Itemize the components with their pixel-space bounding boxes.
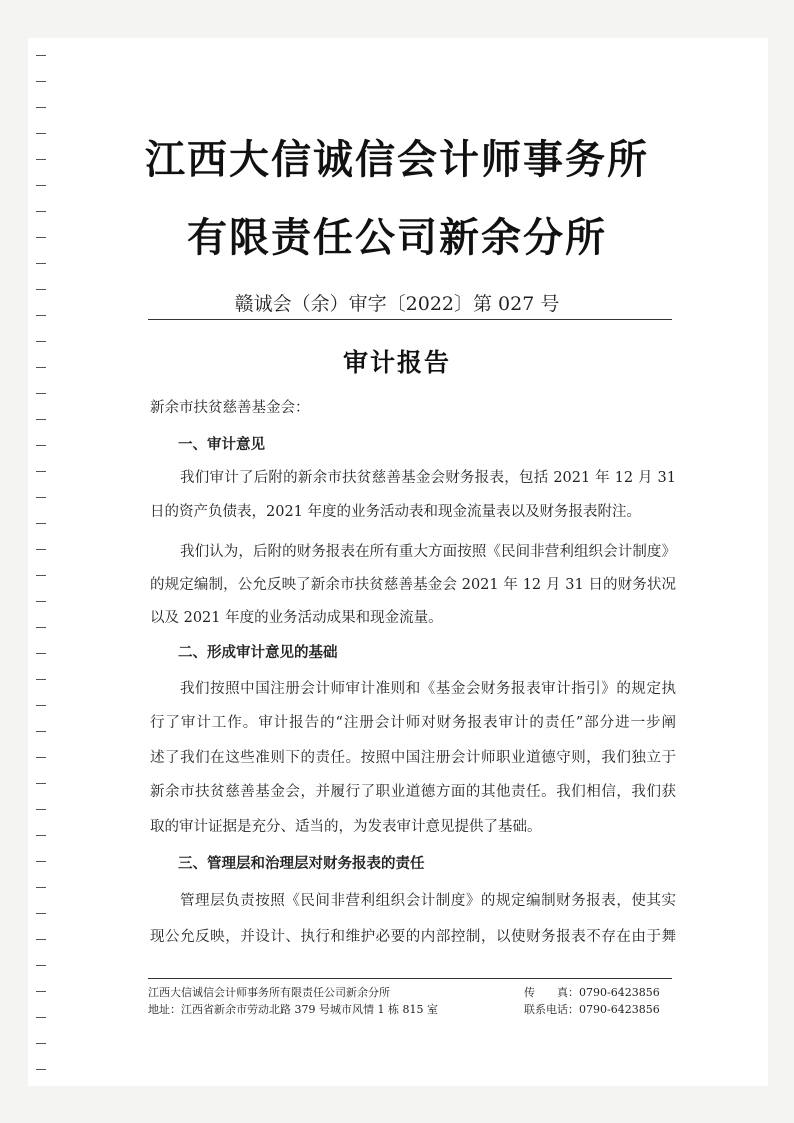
binding-tick	[36, 549, 46, 550]
binding-tick	[36, 965, 46, 966]
binding-tick	[36, 55, 46, 56]
binding-tick	[36, 185, 46, 186]
para-line: 新余市扶贫慈善基金会，并履行了职业道德方面的其他责任。我们相信，我们获	[150, 784, 676, 800]
binding-tick	[36, 1043, 46, 1044]
section-heading-1: 一、审计意见	[178, 437, 265, 453]
binding-tick	[36, 1017, 46, 1018]
para-line: 日的资产负债表，2021 年度的业务活动表和现金流量表以及财务报表附注。	[150, 504, 642, 520]
binding-tick	[36, 263, 46, 264]
binding-tick	[36, 887, 46, 888]
section-heading-2: 二、形成审计意见的基础	[178, 645, 338, 661]
binding-tick	[36, 731, 46, 732]
binding-tick	[36, 1069, 46, 1070]
footer-fax: 传 真：0790-6423856	[524, 986, 660, 999]
binding-tick	[36, 419, 46, 420]
addressee: 新余市扶贫慈善基金会：	[150, 400, 310, 416]
binding-tick	[36, 107, 46, 108]
footer-address: 地址：江西省新余市劳动北路 379 号城市风情 1 栋 815 室	[148, 1003, 438, 1016]
footer-phone: 联系电话：0790-6423856	[524, 1003, 660, 1016]
binding-tick	[36, 835, 46, 836]
binding-tick	[36, 575, 46, 576]
firm-title-line2: 有限责任公司新余分所	[187, 215, 607, 261]
binding-tick	[36, 393, 46, 394]
para-line: 我们认为，后附的财务报表在所有重大方面按照《民间非营利组织会计制度》	[180, 544, 676, 560]
binding-tick	[36, 757, 46, 758]
binding-tick	[36, 471, 46, 472]
binding-tick	[36, 497, 46, 498]
para-line: 管理层负责按照《民间非营利组织会计制度》的规定编制财务报表，使其实	[180, 893, 676, 909]
document-number: 赣诚会（余）审字〔2022〕第 027 号	[234, 293, 560, 315]
binding-tick	[36, 705, 46, 706]
section-heading-3: 三、管理层和治理层对财务报表的责任	[178, 856, 425, 872]
binding-tick	[36, 939, 46, 940]
para-line: 取的审计证据是充分、适当的，为发表审计意见提供了基础。	[150, 819, 542, 835]
binding-tick	[36, 913, 46, 914]
para-line: 述了我们在这些准则下的责任。按照中国注册会计师职业道德守则，我们独立于	[150, 750, 676, 766]
binding-tick	[36, 653, 46, 654]
footer-divider	[148, 978, 672, 979]
binding-tick	[36, 627, 46, 628]
binding-tick	[36, 341, 46, 342]
binding-tick	[36, 601, 46, 602]
footer-firm: 江西大信诚信会计师事务所有限责任公司新余分所	[148, 986, 390, 999]
binding-tick	[36, 679, 46, 680]
para-line: 我们按照中国注册会计师审计准则和《基金会财务报表审计指引》的规定执	[180, 681, 676, 697]
report-title: 审计报告	[342, 348, 451, 377]
para-line: 行了审计工作。审计报告的“注册会计师对财务报表审计的责任”部分进一步阐	[150, 715, 676, 731]
para-line: 现公允反映，并设计、执行和维护必要的内部控制，以使财务报表不存在由于舞	[150, 929, 676, 945]
binding-tick	[36, 523, 46, 524]
binding-tick	[36, 783, 46, 784]
binding-tick	[36, 809, 46, 810]
binding-tick	[36, 991, 46, 992]
header-divider	[148, 319, 672, 320]
para-line: 的规定编制，公允反映了新余市扶贫慈善基金会 2021 年 12 月 31 日的财务状况	[150, 577, 676, 593]
firm-title-line1: 江西大信诚信会计师事务所	[145, 137, 649, 183]
para-line: 以及 2021 年度的业务活动成果和现金流量。	[150, 610, 443, 626]
binding-tick	[36, 81, 46, 82]
para-line: 我们审计了后附的新余市扶贫慈善基金会财务报表，包括 2021 年 12 月 31	[180, 470, 676, 486]
binding-tick	[36, 861, 46, 862]
binding-tick	[36, 445, 46, 446]
